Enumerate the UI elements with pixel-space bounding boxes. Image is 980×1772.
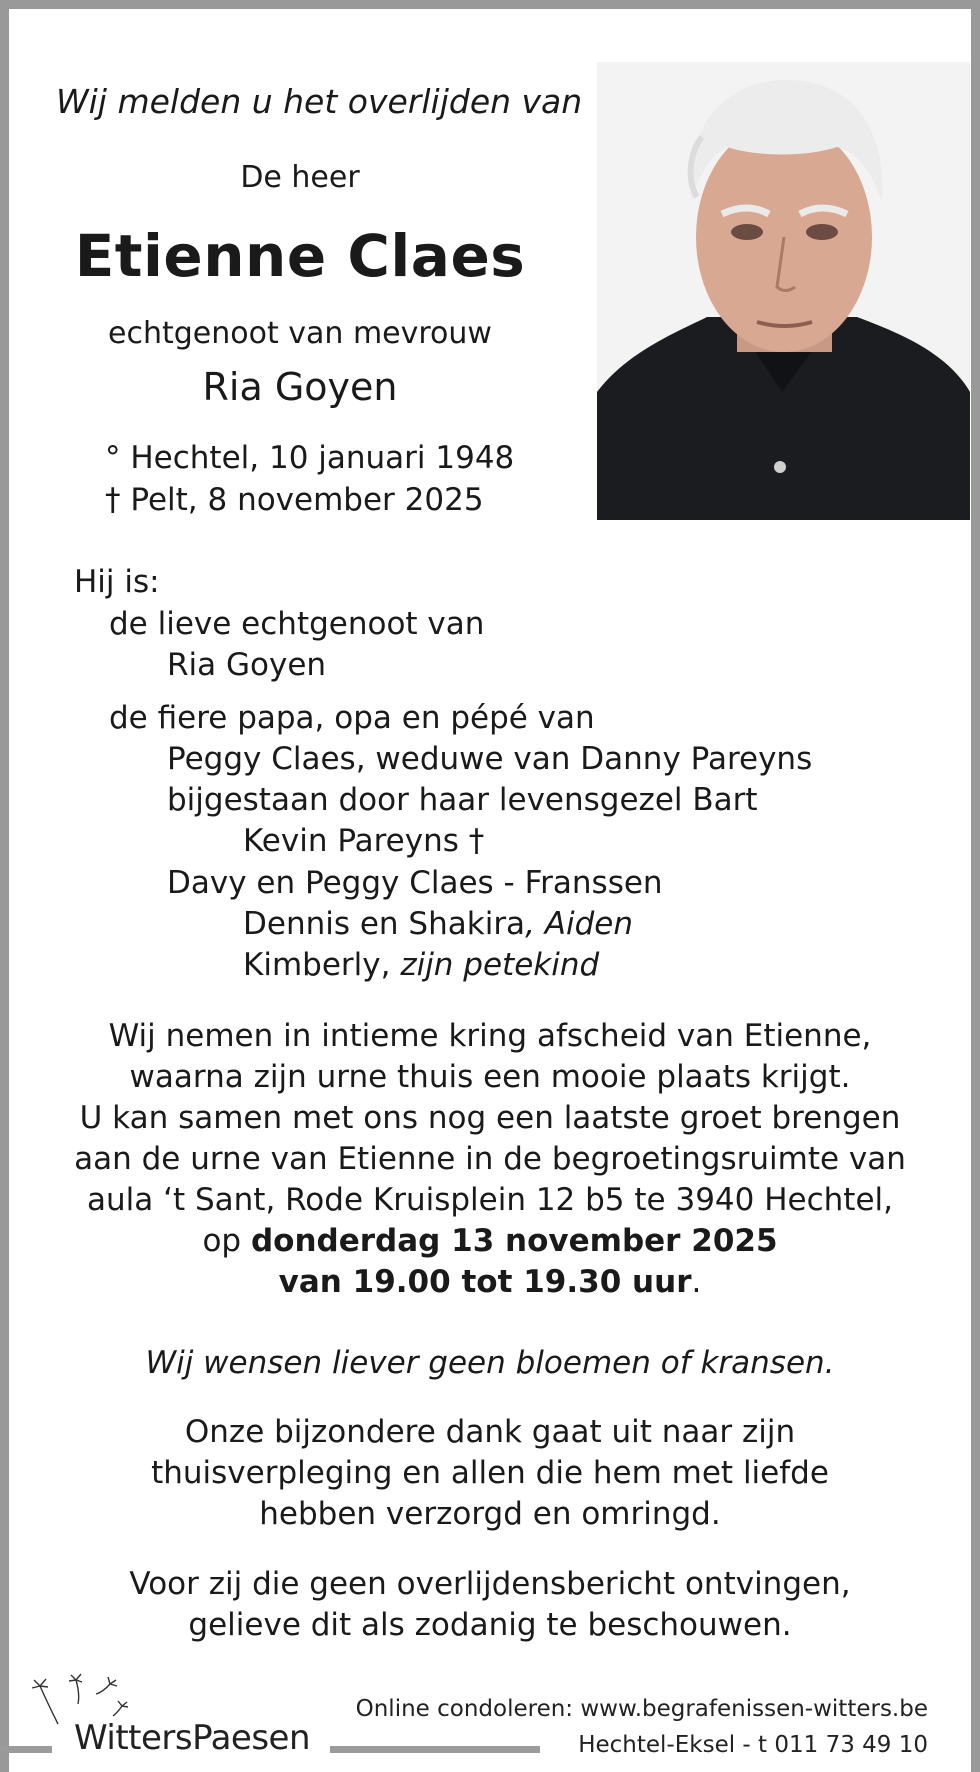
ceremony-time: van 19.00 tot 19.30 uur (278, 1264, 692, 1300)
notice-text (0, 1564, 980, 1646)
online-condolence: Online condoleren: www.begrafenissen-witters.be (355, 1696, 928, 1722)
spouse-intro: echtgenoot van mevrouw (108, 316, 492, 351)
notice-line: gelieve dit als zodanig te beschouwen. (188, 1607, 792, 1643)
deceased-name: Etienne Claes (74, 222, 526, 290)
thanks-line: Onze bijzondere dank gaat uit naar zijn (184, 1414, 796, 1450)
grandchild-3: Kimberly, zijn petekind (243, 947, 600, 983)
child-1: Peggy Claes, weduwe van Danny Pareyns (167, 741, 813, 777)
death-date: † Pelt, 8 november 2025 (105, 482, 484, 518)
ceremony-date-line: op donderdag 13 november 2025 (202, 1223, 778, 1259)
notice-line: Voor zij die geen overlijdensbericht ontvingen, (129, 1566, 851, 1602)
children-relation: de fiere papa, opa en pépé van (109, 700, 595, 736)
company-logo: WittersPaesen (74, 1718, 310, 1758)
ceremony-line: U kan samen met ons nog een laatste groet brengen (79, 1100, 901, 1136)
footer-rule-mid (330, 1746, 540, 1753)
ceremony-line: aan de urne van Etienne in de begroetingsruimte van (74, 1141, 906, 1177)
footer-rule-left (0, 1746, 52, 1753)
thanks-line: hebben verzorgd en omringd. (259, 1496, 721, 1532)
birth-date: ° Hechtel, 10 januari 1948 (105, 440, 515, 476)
ceremony-line: aula ‘t Sant, Rode Kruisplein 12 b5 te 3940 Hechtel, (87, 1182, 893, 1218)
spouse-name: Ria Goyen (202, 365, 398, 409)
ceremony-date: donderdag 13 november 2025 (250, 1223, 778, 1259)
grandchild-2: Dennis en Shakira, Aiden (243, 906, 633, 942)
thanks-line: thuisverpleging en allen die hem met liefde (151, 1455, 829, 1491)
family-intro: Hij is: (74, 564, 160, 600)
thanks-text (0, 1412, 980, 1535)
flowers-note: Wij wensen liever geen bloemen of kransen. (145, 1345, 835, 1381)
ceremony-line: Wij nemen in intieme kring afscheid van Etienne, (108, 1018, 872, 1054)
intro-text: Wij melden u het overlijden van (56, 82, 583, 121)
contact-info: Hechtel-Eksel - t 011 73 49 10 (578, 1732, 928, 1758)
salutation: De heer (240, 160, 360, 195)
child-1-partner: bijgestaan door haar levensgezel Bart (167, 782, 758, 818)
ceremony-time-line: van 19.00 tot 19.30 uur. (278, 1264, 702, 1300)
ceremony-line: waarna zijn urne thuis een mooie plaats krijgt. (129, 1059, 851, 1095)
portrait-photo (597, 62, 970, 520)
spouse-relation: de lieve echtgenoot van (109, 606, 485, 642)
ceremony-text (0, 1016, 980, 1303)
spouse-listed: Ria Goyen (167, 647, 327, 683)
child-2: Davy en Peggy Claes - Franssen (167, 865, 663, 901)
grandchild-1: Kevin Pareyns † (243, 823, 485, 859)
